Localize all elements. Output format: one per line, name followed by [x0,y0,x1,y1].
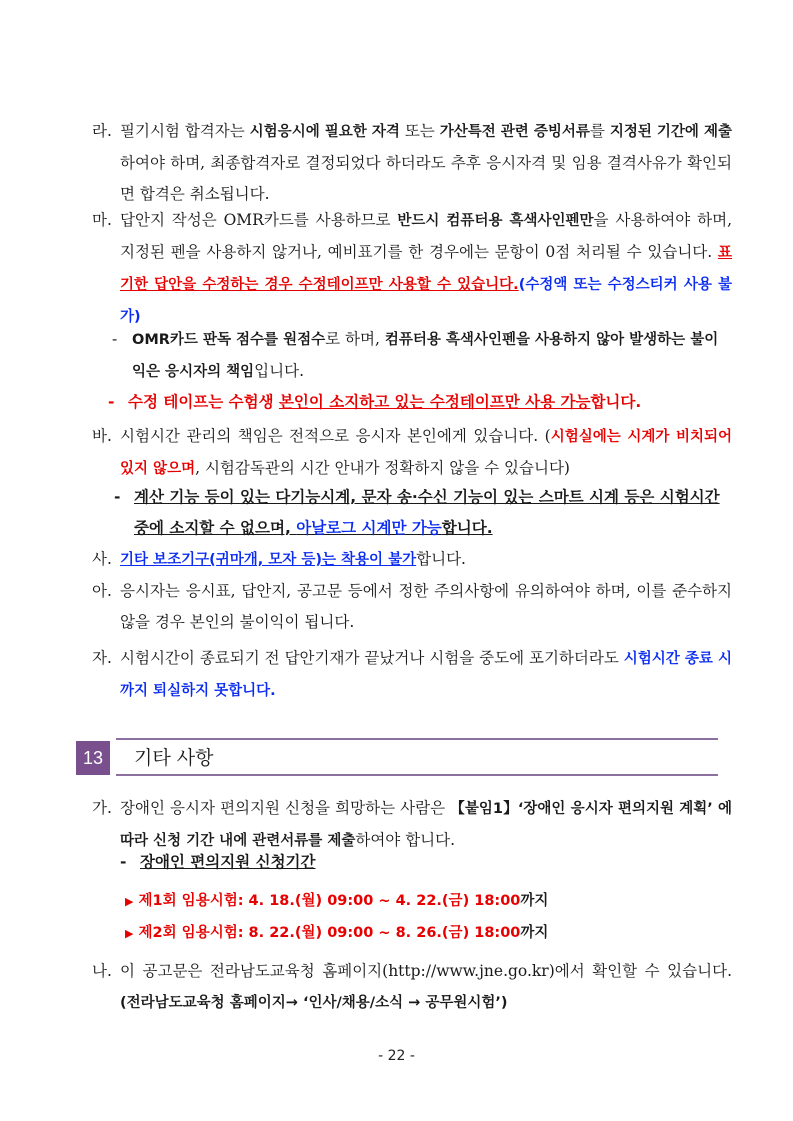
section-header [74,738,718,776]
triangle-bullet-icon: ▶ [125,927,134,940]
item-a [92,576,732,638]
triangle-bullet-icon: ▶ [125,895,134,908]
dash-marker: - [112,330,118,348]
schedule-label: 제2회 임용시험: 8. 22.(월) 09:00 ~ 8. 26.(금) 18:00 [138,925,521,941]
text-run: 필기시험 합격자는 [120,122,250,140]
text-run: , 시험감독관의 시간 안내가 정확하지 않을 수 있습니다) [195,459,570,477]
schedule-suffix: 까지 [520,925,549,941]
item-text [120,544,732,576]
section-bottom-rule [116,774,718,776]
text-run: 합니다. [590,393,642,411]
bold-run: 컴퓨터용 흑색사인펜을 사용하지 않아 발생하는 불이익은 응시자의 책임 [132,332,719,380]
blue-run: 시험시간 종료 시까지 퇴실하지 못합니다. [120,651,732,699]
underlined-run: 본인이 소지하고 있는 수정테이프만 사용 가능 [278,393,591,411]
item-marker: 아. [92,582,112,600]
bold-run: 반드시 컴퓨터용 흑색사인펜만 [397,213,594,229]
item-marker: 자. [92,649,112,667]
item-ma [92,205,732,333]
item-marker: 라. [92,122,112,140]
dash-marker: - [114,488,121,506]
bold-run: 【붙임1】‘장애인 응시자 편의지원 계획’ 에 따라 신청 기간 내에 관련서류를 제출 [120,801,733,849]
text-run: 또는 [399,122,440,140]
schedule-line-1 [125,887,548,916]
bold-run: OMR카드 판독 점수를 원점수 [132,332,326,348]
subitem-correction-tape [108,387,738,418]
subitem-text [128,387,738,418]
item-text [120,956,732,1019]
subitem-omr [112,324,732,388]
text-run: 수정 테이프는 수험생 [128,393,279,411]
schedule-label: 제1회 임용시험: 4. 18.(월) 09:00 ~ 4. 22.(금) 18:00 [138,893,521,909]
text-run: 답안지 작성은 OMR카드를 사용하므로 [120,211,398,229]
text-run: 을 사용하여야 하며, 지정된 펜을 사용하지 않거나, 예비표기를 한 경우에는 문항이 0점 처리될 수 있습니다. [120,211,732,261]
item-marker: 나. [92,962,112,980]
section-number-badge: 13 [76,741,110,775]
blue-run: 아날로그 시계만 가능 [296,519,442,537]
text-run: 합니다. [416,550,466,568]
text-run: 합니다. [441,519,493,537]
text-run: 계산 기능 등이 있는 다기능시계, 문자 송·수신 기능이 있는 스마트 시계 등은 시험시간 중에 소지할 수 없으며, [134,488,720,537]
item-ra [92,116,732,210]
item-text: 응시자는 응시표, 답안지, 공고문 등에서 정한 주의사항에 유의하여야 하며, 이를 준수하지 않을 경우 본인의 불이익이 됩니다. [120,582,732,631]
item-marker: 가. [92,799,112,817]
item-text [120,205,732,333]
schedule-line-2 [125,919,548,948]
item-sa [92,544,732,576]
text-run: 시험시간 관리의 책임은 전적으로 응시자 본인에게 있습니다. ( [120,427,551,445]
page-number: - 22 - [378,1048,415,1064]
item-marker: 사. [92,550,112,568]
item-text [120,421,732,485]
item-marker: 마. [92,211,112,229]
red-underlined-run: 표기한 답안을 수정하는 경우 수정테이프만 사용할 수 있습니다. [120,245,732,293]
text-run: 를 [589,122,610,140]
dash-marker: - [108,393,115,411]
subitem-application-period [120,847,520,878]
item-marker: 바. [92,427,112,445]
blue-underlined-run: 기타 보조기구(귀마개, 모자 등)는 착용이 불가 [120,552,417,568]
section-top-rule [116,738,718,740]
bold-run: (전라남도교육청 홈페이지→ ‘인사/채용/소식 → 공무원시험’) [120,995,508,1011]
subitem-smart-watch [114,482,734,544]
text-run: 입니다. [254,362,305,380]
item-na [92,956,732,1019]
item-ba [92,421,732,485]
text-run: 장애인 응시자 편의지원 신청을 희망하는 사람은 [120,799,451,817]
bold-run: 가산특전 관련 증빙서류 [439,124,590,140]
red-run: 시험실에는 시계가 비치되어 있지 않으며 [120,429,732,477]
text-run: 이 공고문은 전라남도교육청 홈페이지(http://www.jne.go.kr)에서 확인할 수 있습니다. [120,962,732,980]
section-title: 기타 사항 [134,747,214,769]
subitem-text [132,324,732,388]
subitem-text: 장애인 편의지원 신청기간 [140,853,316,871]
bold-run: 시험응시에 필요한 자격 [249,124,400,140]
item-text [120,116,732,210]
text-run: 시험시간이 종료되기 전 답안기재가 끝났거나 시험을 중도에 포기하더라도 [120,649,624,667]
text-run: 하여야 하며, 최종합격자로 결정되었다 하더라도 추후 응시자격 및 임용 결격사유가 확인되면 합격은 취소됩니다. [120,154,732,203]
schedule-suffix: 까지 [520,893,549,909]
text-run: 하여야 합니다. [355,831,456,849]
text-run: 로 하며, [325,330,385,348]
item-text [120,643,732,707]
item-ja [92,643,732,707]
blue-run: (수정액 또는 수정스티커 사용 불가) [120,277,732,325]
bold-run: 지정된 기간에 제출 [609,124,733,140]
subitem-text [134,482,734,544]
dash-marker: - [120,853,127,871]
